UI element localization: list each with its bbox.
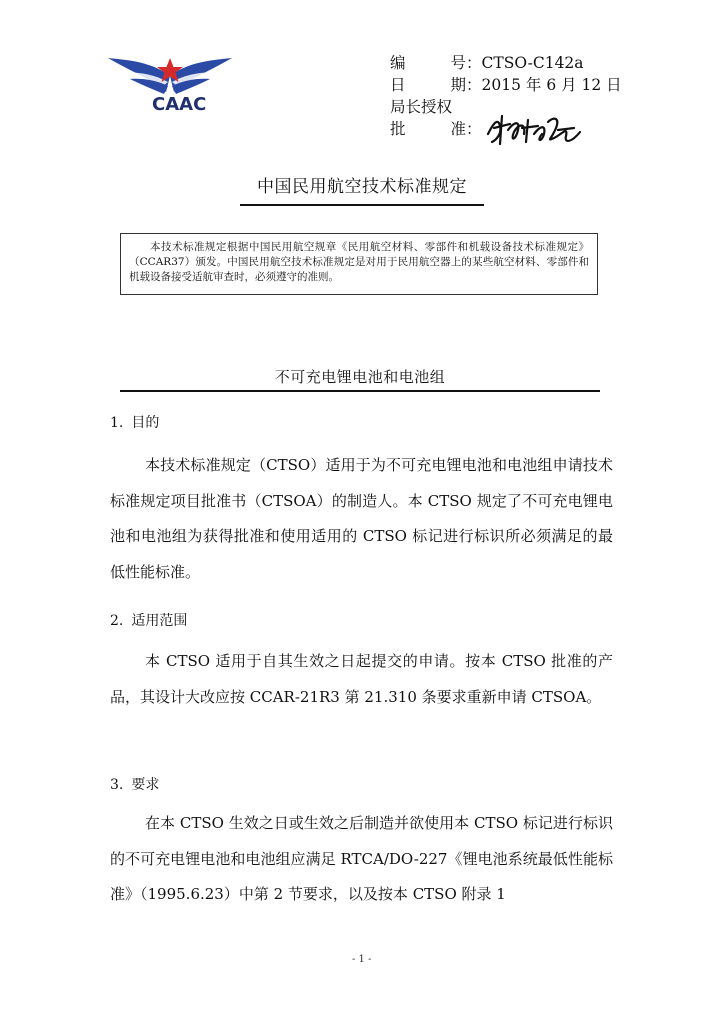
section-heading-scope (110, 610, 187, 630)
section-number: 2. (110, 613, 124, 629)
document-title: 不可充电锂电池和电池组 (274, 368, 446, 386)
section-heading-requirements (110, 774, 159, 794)
section-title: 要求 (131, 777, 160, 793)
regulation-title: 中国民用航空技术标准规定 (257, 177, 467, 197)
caac-logo-text: CAAC (152, 94, 207, 115)
meta-separator: ： (466, 54, 482, 72)
section-text-scope: 本 CTSO 适用于自其生效之日起提交的申请。按本 CTSO 批准的产品，其设计大改应按 CCAR-21R3 第 21.310 条要求重新申请 CTSOA。 (110, 652, 613, 706)
meta-row-date (390, 74, 622, 96)
document-meta (390, 52, 622, 140)
section-number: 3. (110, 777, 124, 793)
handwritten-signature (484, 112, 584, 146)
meta-row-approval (390, 118, 622, 140)
meta-value-date: 2015 年 6 月 12 日 (481, 76, 622, 94)
meta-label-authorization: 局长授权 (390, 98, 453, 116)
section-title: 目的 (131, 415, 160, 431)
regulation-title-underline (240, 204, 484, 206)
meta-label-approval: 批 准 (390, 120, 466, 138)
notice-box: 本技术标准规定根据中国民用航空规章《民用航空材料、零部件和机载设备技术标准规定》（CCAR37）颁发。中国民用航空技术标准规定是对用于民用航空器上的某些航空材料、零部件和机载设备接受适航审查时，必须遵守的准则。 (120, 233, 598, 295)
section-title: 适用范围 (131, 613, 188, 629)
meta-label-date: 日 期 (390, 76, 466, 94)
section-text-requirements: 在本 CTSO 生效之日或生效之后制造并欲使用本 CTSO 标记进行标识的不可充电锂电池和电池组应满足 RTCA/DO-227《锂电池系统最低性能标准》（1995.6.23）中第 2 节要求，以及按本 CTSO 附录 1 (110, 814, 613, 903)
meta-label-number: 编 号 (390, 54, 466, 72)
meta-separator: ： (466, 76, 482, 94)
page-number: - 1 - (352, 954, 372, 965)
document-title-underline (120, 390, 600, 392)
meta-separator: ： (466, 120, 482, 138)
section-text-purpose: 本技术标准规定（CTSO）适用于为不可充电锂电池和电池组申请技术标准规定项目批准书（CTSOA）的制造人。本 CTSO 规定了不可充电锂电池和电池组为获得批准和使用适用的 CTSO 标记进行标识所必须满足的最低性能标准。 (110, 456, 613, 581)
meta-row-number (390, 52, 622, 74)
section-heading-purpose (110, 412, 159, 432)
section-number: 1. (110, 415, 124, 431)
meta-value-number: CTSO-C142a (481, 54, 584, 72)
